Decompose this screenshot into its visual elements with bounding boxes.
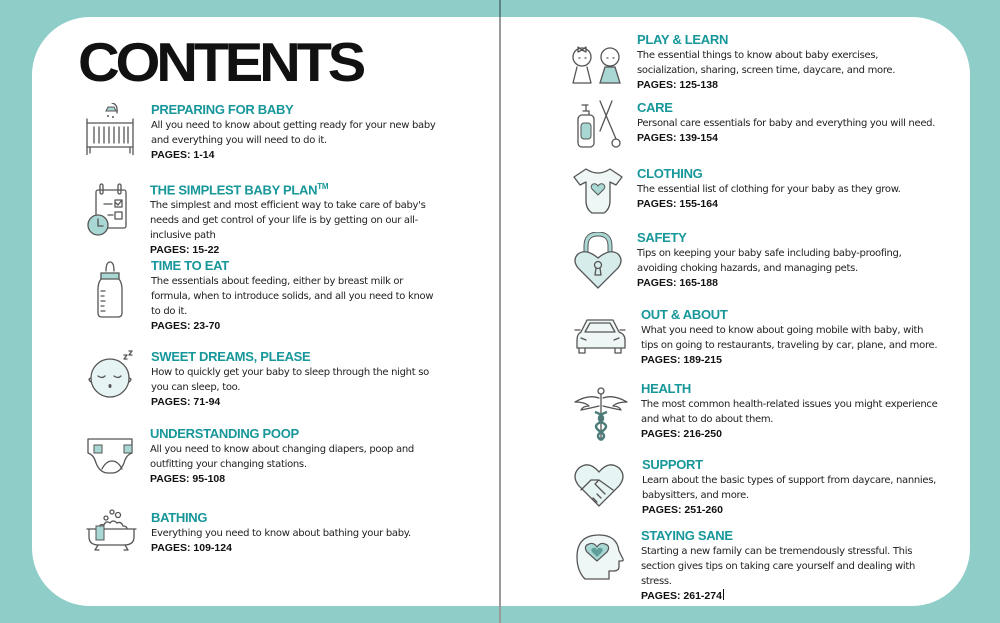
page-gutter	[499, 0, 501, 623]
entry-pages: PAGES: 125-138	[637, 79, 718, 91]
entry-pages: PAGES: 109-124	[151, 542, 232, 554]
entry-description: All you need to know about changing diapers, poop and outfitting your changing stations.	[150, 444, 414, 470]
entry-description: The essentials about feeding, either by breast milk or formula, when to introduce solids, and all you need to know to do it.	[151, 276, 434, 317]
baby-bottle-icon	[84, 259, 136, 311]
entry-title: CLOTHING	[637, 166, 703, 181]
car-icon	[573, 316, 625, 368]
page-gutter-top	[499, 0, 501, 17]
entry-pages: PAGES: 95-108	[150, 473, 226, 485]
entry-title: PREPARING FOR BABY	[151, 102, 294, 117]
entry-description: The essential things to know about baby exercises, socialization, sharing, screen time, daycare, and more.	[637, 50, 896, 76]
entry-pages: PAGES: 251-260	[642, 504, 723, 516]
entry-description: The most common health-related issues you might experience and what to do about them.	[641, 399, 938, 425]
entry-pages: PAGES: 155-164	[637, 198, 718, 210]
calendar-clock-icon	[84, 182, 136, 234]
entry-title: SWEET DREAMS, PLEASE	[151, 349, 311, 364]
entry-description: How to quickly get your baby to sleep through the night so you can sleep, too.	[151, 367, 429, 393]
entry-description: All you need to know about getting ready for your new baby and everything you will need to do it.	[151, 120, 436, 146]
entry-title: TIME TO EAT	[151, 258, 229, 273]
entry-pages: PAGES: 165-188	[637, 277, 718, 289]
entry-description: Learn about the basic types of support from daycare, nannies, babysitters, and more.	[642, 475, 937, 501]
entry-description: The essential list of clothing for your baby as they grow.	[637, 184, 901, 195]
entry-title: STAYING SANE	[641, 528, 733, 543]
entry-title: BATHING	[151, 510, 208, 525]
entry-description: Everything you need to know about bathing your baby.	[151, 528, 411, 539]
head-heart-icon	[573, 529, 625, 581]
entry-pages: PAGES: 261-274	[641, 590, 722, 602]
diaper-icon	[84, 431, 136, 483]
entry-title: THE SIMPLEST BABY PLAN™	[150, 182, 329, 198]
entry-pages: PAGES: 15-22	[150, 244, 220, 257]
entry-pages: PAGES: 189-215	[641, 354, 722, 366]
entry-title: SUPPORT	[642, 457, 703, 472]
entry-pages: PAGES: 71-94	[151, 396, 221, 408]
heart-handshake-icon	[573, 460, 625, 512]
onesie-icon	[570, 165, 622, 217]
entry-title: HEALTH	[641, 381, 691, 396]
two-babies-icon	[570, 39, 622, 91]
entry-title: PLAY & LEARN	[637, 32, 729, 47]
entry-title: CARE	[637, 100, 673, 115]
lotion-scissors-icon	[570, 99, 622, 151]
entry-description: What you need to know about going mobile with baby, with tips on going to restaurants, traveling by car, plane, and more.	[641, 325, 938, 351]
entry-description: The simplest and most efficient way to take care of baby's needs and get control of your life is by getting on our all-inclusive path	[150, 200, 426, 242]
entry-pages: PAGES: 216-250	[641, 428, 722, 440]
text-cursor	[723, 589, 724, 600]
entry-pages: PAGES: 139-154	[637, 132, 718, 144]
entry-description: Tips on keeping your baby safe including baby-proofing, avoiding choking hazards, and managing pets.	[637, 248, 902, 274]
entry-description: Starting a new family can be tremendously stressful. This section gives tips on taking care yourself and dealing with stress.	[641, 546, 916, 587]
sleeping-baby-icon	[84, 348, 136, 400]
page-title: CONTENTS	[78, 31, 363, 93]
crib-icon	[84, 103, 136, 155]
entry-pages: PAGES: 1-14	[151, 149, 215, 161]
bathtub-icon	[84, 509, 136, 561]
heart-lock-icon	[570, 232, 622, 284]
entry-title: OUT & ABOUT	[641, 307, 728, 322]
entry-pages: PAGES: 23-70	[151, 320, 221, 332]
caduceus-icon	[573, 386, 625, 438]
entry-description: Personal care essentials for baby and everything you will need.	[637, 118, 936, 129]
entry-title: UNDERSTANDING POOP	[150, 426, 299, 441]
entry-title: SAFETY	[637, 230, 687, 245]
